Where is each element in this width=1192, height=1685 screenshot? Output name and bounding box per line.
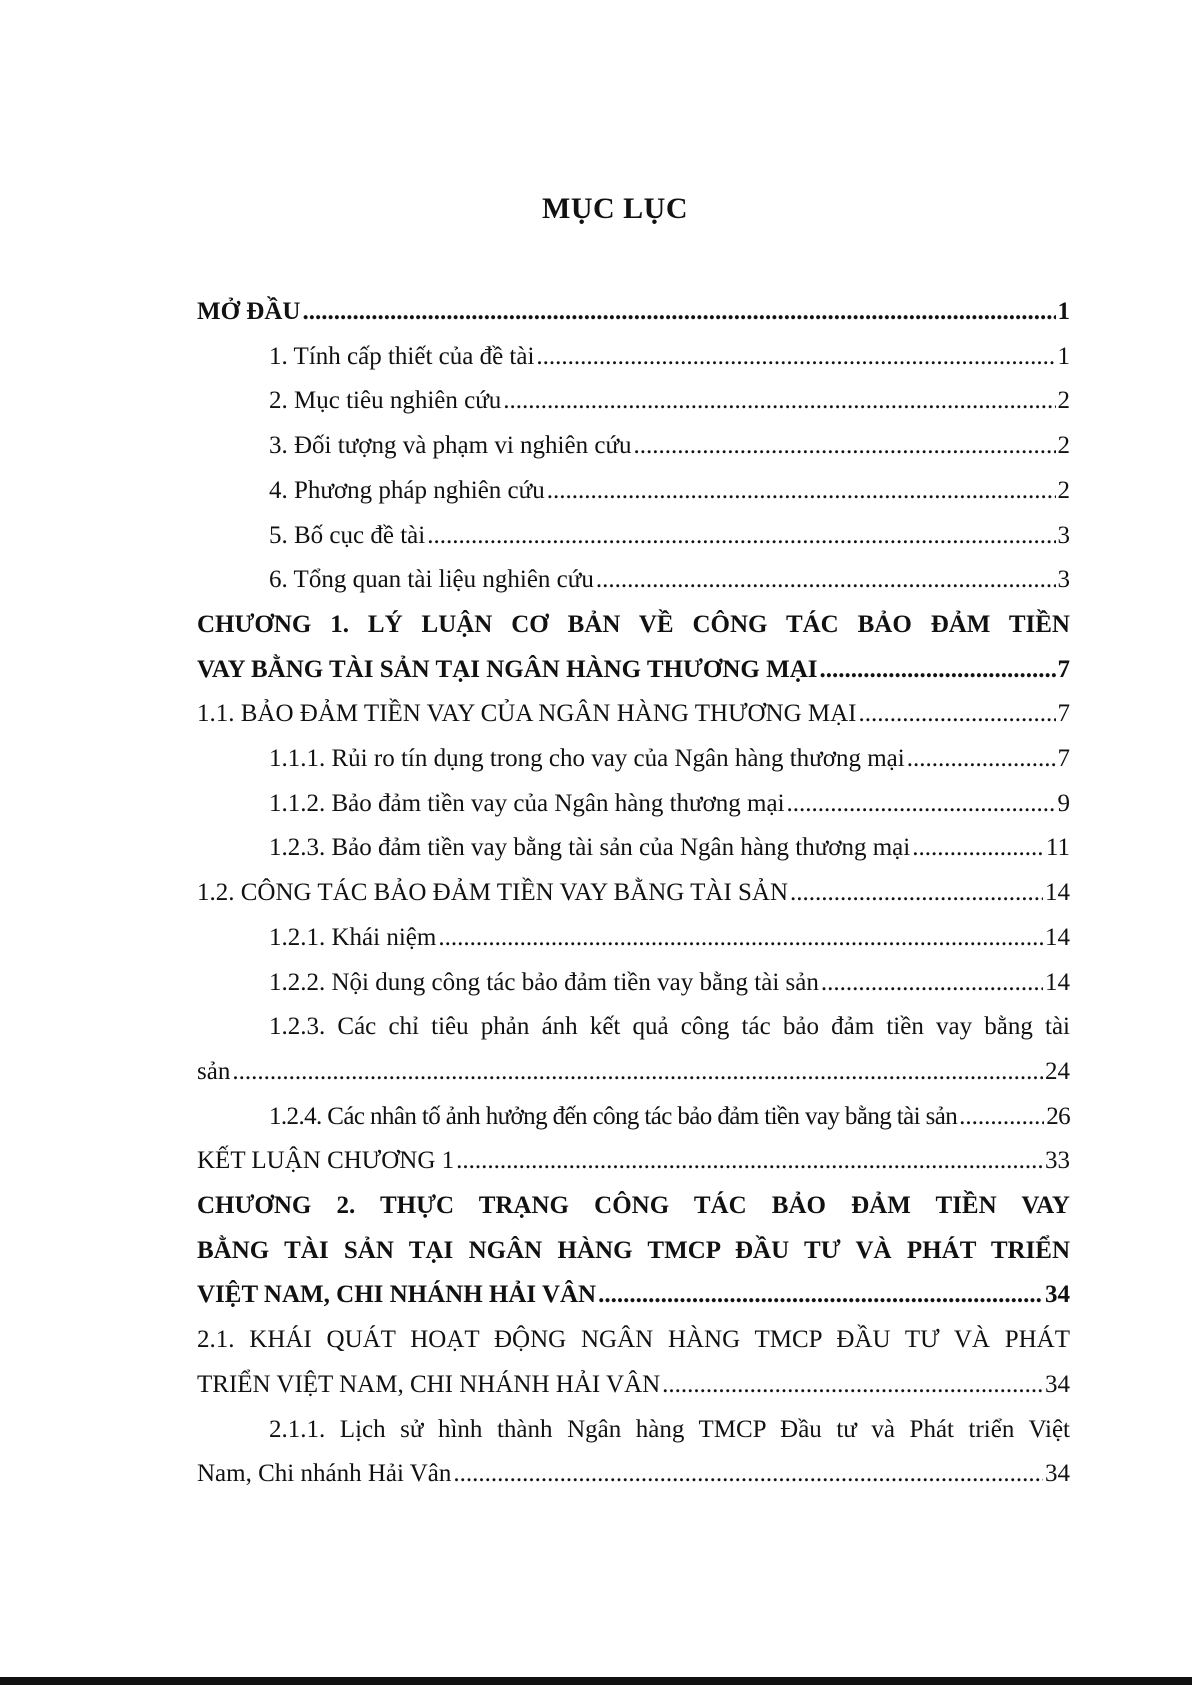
toc-entry-2-1-1[interactable] <box>197 1408 1070 1497</box>
toc-page-number: 34 <box>1045 1460 1070 1488</box>
toc-entry[interactable] <box>197 335 1070 380</box>
toc-page-number: 2 <box>1057 476 1070 504</box>
toc-entry-text: sản <box>197 1057 231 1085</box>
toc-entry-text-line: BẰNG TÀI SẢN TẠI NGÂN HÀNG TMCP ĐẦU TƯ VÀ PHÁT TRIỂN <box>197 1236 1070 1264</box>
page-bottom-edge <box>0 1677 1192 1685</box>
toc-page-number: 7 <box>1057 700 1070 728</box>
toc-entry-text-line: CHƯƠNG 1. LÝ LUẬN CƠ BẢN VỀ CÔNG TÁC BẢO ĐẢM TIỀN <box>197 610 1070 638</box>
toc-entry-text: 1.1.1. Rủi ro tín dụng trong cho vay của Ngân hàng thương mại <box>269 745 905 773</box>
toc-entry[interactable] <box>197 826 1070 871</box>
toc-entry[interactable] <box>197 469 1070 514</box>
toc-entry[interactable] <box>197 961 1070 1006</box>
toc-entry[interactable] <box>197 916 1070 961</box>
dot-leader <box>456 1139 1043 1184</box>
toc-page-number: 34 <box>1045 1370 1070 1398</box>
toc-page-number: 14 <box>1045 879 1070 907</box>
toc-page-number: 2 <box>1057 387 1070 415</box>
toc-entry-chuong-2[interactable] <box>197 1184 1070 1318</box>
toc-entry-text: VAY BẰNG TÀI SẢN TẠI NGÂN HÀNG THƯƠNG MẠI <box>197 655 818 683</box>
dot-leader <box>547 469 1056 514</box>
dot-leader <box>662 1363 1043 1408</box>
toc-entry-text-line: 2.1. KHÁI QUÁT HOẠT ĐỘNG NGÂN HÀNG TMCP ĐẦU TƯ VÀ PHÁT <box>197 1326 1070 1354</box>
toc-entry-text: 1.1. BẢO ĐẢM TIỀN VAY CỦA NGÂN HÀNG THƯƠNG MẠI <box>197 700 857 728</box>
toc-page-number: 14 <box>1045 923 1070 951</box>
toc-entry-text: 6. Tổng quan tài liệu nghiên cứu <box>269 566 594 594</box>
dot-leader <box>427 514 1055 559</box>
toc-entry-text: 5. Bố cục đề tài <box>269 521 426 549</box>
toc-entry-text: 2. Mục tiêu nghiên cứu <box>269 387 502 415</box>
toc-entry-chuong-1[interactable] <box>197 603 1070 692</box>
toc-entry-text: KẾT LUẬN CHƯƠNG 1 <box>197 1147 455 1175</box>
toc-entry-section-1-2[interactable] <box>197 871 1070 916</box>
toc-page-number: 1 <box>1057 342 1070 370</box>
toc-page-number: 2 <box>1057 432 1070 460</box>
toc-entry-section-2-1[interactable] <box>197 1318 1070 1407</box>
toc-entry[interactable] <box>197 782 1070 827</box>
toc-entry-section-1-1[interactable] <box>197 692 1070 737</box>
dot-leader <box>859 692 1056 737</box>
toc-entry-text: 1.2.3. Bảo đảm tiền vay bằng tài sản của Ngân hàng thương mại <box>269 834 911 862</box>
toc-page-number: 26 <box>1046 1102 1070 1130</box>
toc-entry-text: Nam, Chi nhánh Hải Vân <box>197 1460 452 1488</box>
dot-leader <box>959 1095 1044 1140</box>
dot-leader <box>790 871 1043 916</box>
toc-entry[interactable] <box>197 558 1070 603</box>
toc-page-number: 9 <box>1057 789 1070 817</box>
dot-leader <box>821 961 1043 1006</box>
toc-entry-text: 3. Đối tượng và phạm vi nghiên cứu <box>269 432 632 460</box>
dot-leader <box>503 379 1055 424</box>
dot-leader <box>907 737 1056 782</box>
toc-entry-text: MỞ ĐẦU <box>197 298 301 325</box>
dot-leader <box>819 648 1055 693</box>
toc-page-number: 7 <box>1057 655 1070 683</box>
dot-leader <box>596 558 1056 603</box>
toc-page-number: 24 <box>1045 1057 1070 1085</box>
toc-entry-text-line: CHƯƠNG 2. THỰC TRẠNG CÔNG TÁC BẢO ĐẢM TIỀN VAY <box>197 1192 1070 1220</box>
toc-page-number: 7 <box>1057 745 1070 773</box>
toc-entry-text: 1.2.2. Nội dung công tác bảo đảm tiền vay bằng tài sản <box>269 968 819 996</box>
dot-leader <box>536 335 1055 380</box>
toc-entry-text: 4. Phương pháp nghiên cứu <box>269 476 545 504</box>
toc-page-number: 34 <box>1045 1281 1070 1309</box>
toc-entry-text: 1. Tính cấp thiết của đề tài <box>269 342 535 370</box>
toc-page-number: 11 <box>1045 834 1070 862</box>
dot-leader <box>598 1273 1043 1318</box>
dot-leader <box>302 290 1055 335</box>
toc-entry-text: 1.1.2. Bảo đảm tiền vay của Ngân hàng thương mại <box>269 789 785 817</box>
dot-leader <box>232 1050 1043 1095</box>
toc-entry[interactable] <box>197 514 1070 559</box>
toc-entry-1-2-3[interactable] <box>197 1005 1070 1094</box>
dot-leader <box>438 916 1043 961</box>
toc-entry[interactable] <box>197 379 1070 424</box>
toc-entry-text: TRIỂN VIỆT NAM, CHI NHÁNH HẢI VÂN <box>197 1370 661 1398</box>
dot-leader <box>787 782 1056 827</box>
toc-entry[interactable] <box>197 737 1070 782</box>
toc-page-number: 1 <box>1057 298 1070 325</box>
toc-entry-text: VIỆT NAM, CHI NHÁNH HẢI VÂN <box>197 1281 597 1309</box>
toc-page-number: 33 <box>1045 1147 1070 1175</box>
dot-leader <box>912 826 1044 871</box>
toc-entry-text-line: 1.2.3. Các chỉ tiêu phản ánh kết quả công tác bảo đảm tiền vay bằng tài <box>269 1013 1070 1041</box>
toc-entry-ket-luan-1[interactable] <box>197 1139 1070 1184</box>
toc-entry-text: 1.2.1. Khái niệm <box>269 923 437 951</box>
toc-entry-text: 1.2. CÔNG TÁC BẢO ĐẢM TIỀN VAY BẰNG TÀI SẢN <box>197 879 789 907</box>
toc-entry-mo-dau[interactable] <box>197 290 1070 335</box>
toc-entry[interactable] <box>197 424 1070 469</box>
table-of-contents <box>197 290 1070 1497</box>
toc-page-number: 3 <box>1057 566 1070 594</box>
dot-leader <box>453 1452 1043 1497</box>
toc-entry-text-line: 2.1.1. Lịch sử hình thành Ngân hàng TMCP Đầu tư và Phát triển Việt <box>269 1415 1070 1443</box>
toc-page-number: 14 <box>1045 968 1070 996</box>
toc-entry-1-2-4[interactable] <box>197 1095 1070 1140</box>
toc-page-number: 3 <box>1057 521 1070 549</box>
page-title: MỤC LỤC <box>542 192 688 225</box>
toc-entry-text: 1.2.4. Các nhân tố ảnh hưởng đến công tác bảo đảm tiền vay bằng tài sản <box>269 1102 958 1130</box>
dot-leader <box>634 424 1056 469</box>
